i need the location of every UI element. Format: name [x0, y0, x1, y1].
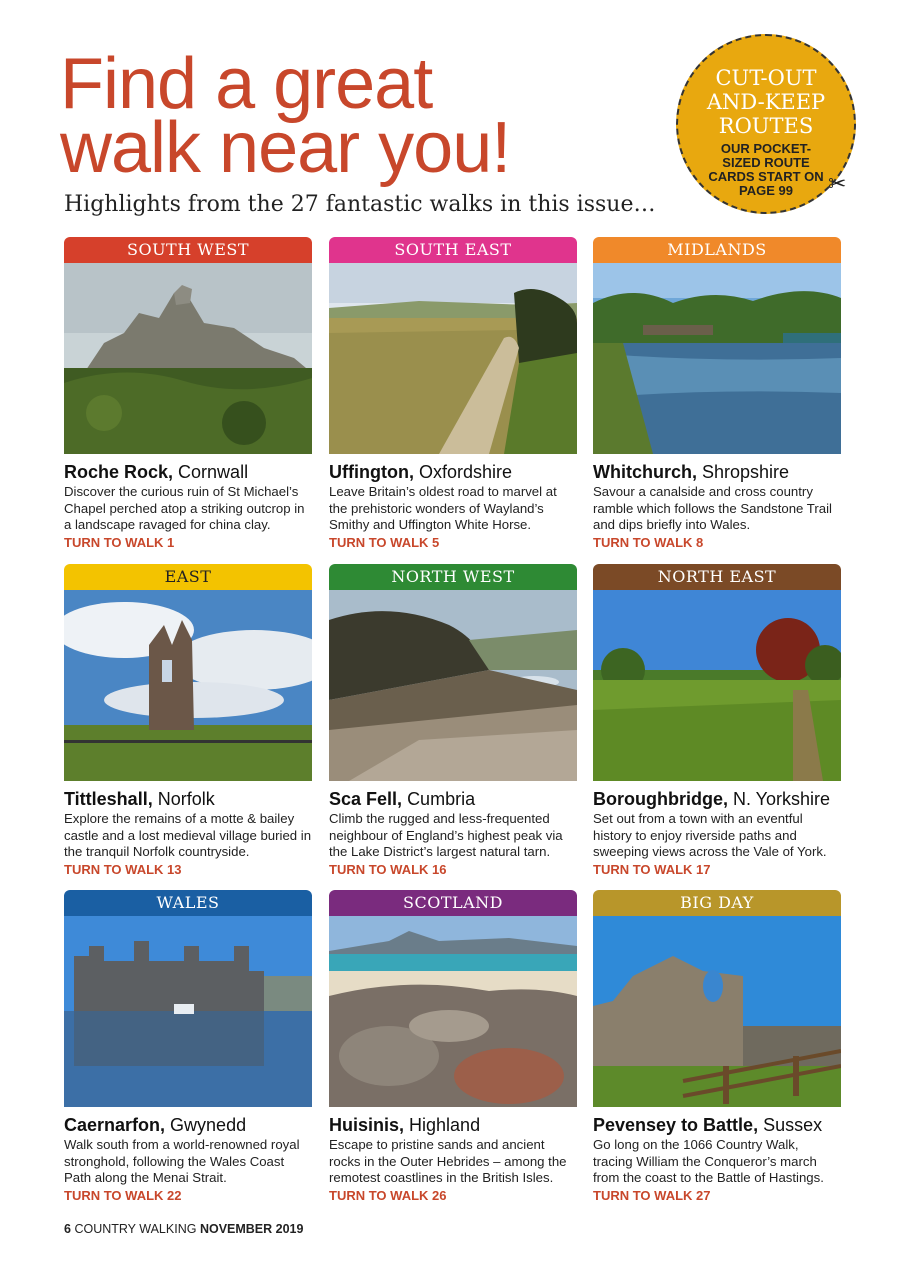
walk-photo [64, 590, 312, 781]
badge-subtitle: OUR POCKET-SIZED ROUTE CARDS START ON PAGE 99 [708, 141, 824, 198]
region-tag: SCOTLAND [329, 890, 577, 916]
walk-description: Set out from a town with an eventful history to enjoy riverside paths and sweeping views across the Vale of York. [593, 811, 827, 860]
walk-photo [64, 916, 312, 1107]
walk-description: Walk south from a world-renowned royal stronghold, following the Wales Coast Path along the Menai Strait. [64, 1137, 300, 1186]
walk-title [593, 789, 841, 810]
walk-photo [329, 916, 577, 1107]
walk-photo [593, 263, 841, 454]
scissors-icon: ✂ [828, 172, 847, 197]
walk-title [593, 1115, 841, 1136]
walk-description: Discover the curious ruin of St Michael’s Chapel perched atop a striking outcrop in a landscape ravaged for china clay. [64, 484, 305, 533]
page-number: 6 [64, 1222, 71, 1236]
walk-photo [593, 916, 841, 1107]
walk-place: Pevensey to Battle, [593, 1115, 759, 1135]
walk-title [329, 789, 577, 810]
walk-county: Gwynedd [170, 1115, 247, 1135]
headline-line-2: walk near you! [60, 108, 511, 188]
walk-title [64, 789, 312, 810]
walk-card[interactable] [64, 237, 312, 551]
walk-place: Boroughbridge, [593, 789, 728, 809]
walk-description: Savour a canalside and cross country ramble which follows the Sandstone Trail and dips briefly into Wales. [593, 484, 832, 533]
walk-county: Sussex [763, 1115, 823, 1135]
walk-place: Huisinis, [329, 1115, 405, 1135]
walk-description: Go long on the 1066 Country Walk, tracing William the Conqueror’s march from the coast to the Battle of Hastings. [593, 1137, 824, 1186]
region-tag: SOUTH WEST [64, 237, 312, 263]
subhead: Highlights from the 27 fantastic walks in this issue… [64, 192, 656, 217]
turn-to-walk[interactable]: TURN TO WALK 27 [593, 1187, 711, 1203]
turn-to-walk[interactable]: TURN TO WALK 22 [64, 1187, 182, 1203]
turn-to-walk[interactable]: TURN TO WALK 16 [329, 861, 447, 877]
walk-title [593, 462, 841, 483]
turn-to-walk[interactable]: TURN TO WALK 26 [329, 1187, 447, 1203]
walk-card[interactable] [329, 564, 577, 878]
walk-county: Norfolk [157, 789, 215, 809]
headline-line-1: Find a great [60, 44, 433, 124]
walk-place: Tittleshall, [64, 789, 153, 809]
badge-title: CUT-OUT AND-KEEP ROUTES [706, 66, 826, 138]
region-tag: WALES [64, 890, 312, 916]
region-tag: MIDLANDS [593, 237, 841, 263]
walk-card[interactable] [593, 564, 841, 878]
turn-to-walk[interactable]: TURN TO WALK 5 [329, 534, 440, 550]
magazine-name: COUNTRY WALKING [74, 1222, 197, 1236]
turn-to-walk[interactable]: TURN TO WALK 17 [593, 861, 711, 877]
region-tag: BIG DAY [593, 890, 841, 916]
region-tag: EAST [64, 564, 312, 590]
walk-title [64, 1115, 312, 1136]
region-tag: NORTH WEST [329, 564, 577, 590]
walk-card[interactable] [593, 237, 841, 551]
walk-place: Caernarfon, [64, 1115, 166, 1135]
walk-county: Oxfordshire [418, 462, 513, 482]
walk-county: Cumbria [407, 789, 476, 809]
walk-description: Climb the rugged and less-frequented neighbour of England’s highest peak via the Lake District’s largest natural tarn. [329, 811, 563, 860]
walk-title [329, 1115, 577, 1136]
walk-card[interactable] [329, 890, 577, 1204]
turn-to-walk[interactable]: TURN TO WALK 13 [64, 861, 182, 877]
walk-county: Shropshire [702, 462, 790, 482]
walk-photo [593, 590, 841, 781]
walk-photo [329, 263, 577, 454]
walk-place: Roche Rock, [64, 462, 174, 482]
page-footer [64, 1222, 303, 1236]
walk-description: Escape to pristine sands and ancient rocks in the Outer Hebrides – among the remotest coastlines in the British Isles. [329, 1137, 567, 1186]
walk-county: N. Yorkshire [733, 789, 831, 809]
walk-card[interactable] [64, 564, 312, 878]
walk-place: Sca Fell, [329, 789, 403, 809]
walk-title [329, 462, 577, 483]
walk-photo [64, 263, 312, 454]
walk-photo [329, 590, 577, 781]
walk-place: Whitchurch, [593, 462, 697, 482]
walk-card[interactable] [329, 237, 577, 551]
issue-date: NOVEMBER 2019 [199, 1222, 304, 1236]
walk-description: Explore the remains of a motte & bailey castle and a lost medieval village buried in the tranquil Norfolk countryside. [64, 811, 312, 860]
walk-title [64, 462, 312, 483]
walk-county: Highland [409, 1115, 481, 1135]
region-tag: SOUTH EAST [329, 237, 577, 263]
walk-card[interactable] [64, 890, 312, 1204]
turn-to-walk[interactable]: TURN TO WALK 1 [64, 534, 175, 550]
turn-to-walk[interactable]: TURN TO WALK 8 [593, 534, 704, 550]
walk-county: Cornwall [178, 462, 249, 482]
walk-card[interactable] [593, 890, 841, 1204]
walk-place: Uffington, [329, 462, 414, 482]
region-tag: NORTH EAST [593, 564, 841, 590]
walk-description: Leave Britain’s oldest road to marvel at the prehistoric wonders of Wayland’s Smithy and Uffington White Horse. [329, 484, 557, 533]
headline [60, 44, 511, 188]
